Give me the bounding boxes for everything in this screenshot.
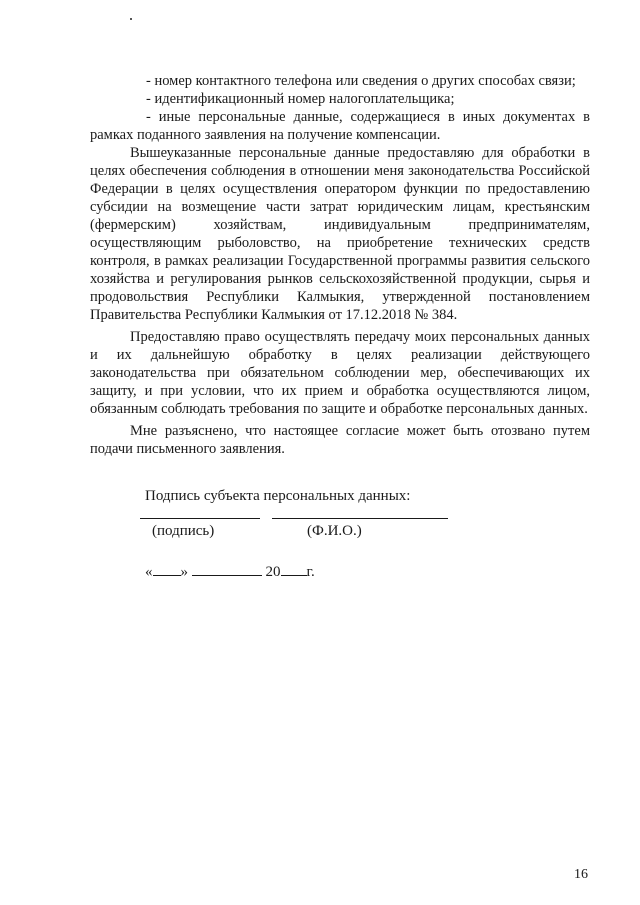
signature-line (140, 518, 260, 519)
date-close-quote: » (180, 564, 188, 580)
fio-caption: (Ф.И.О.) (307, 523, 362, 539)
signature-caption: (подпись) (152, 523, 215, 539)
paragraph-purpose: Вышеуказанные персональные данные предоставляю для обработки в целях обеспечения соблюдения в отношении меня законодательства Российской Федерации в целях осуществления оператором функции по предоставлению субсидии на возмещение части затрат юридическим лицам, крестьянским (фермерским) хозяйствам, индивидуальным предпринимателям, осуществляющим рыболовство, на приобретение технических средств контроля, в рамках реализации Государственной программы развития сельского хозяйства и регулирования рынков сельскохозяйственной продукции, сырья и продовольствия Республики Калмыкия, утвержденной постановлением Правительства Республики Калмыкия от 17.12.2018 № 384. (90, 145, 590, 323)
paragraph-transfer-right: Предоставляю право осуществлять передачу моих персональных данных и их дальнейшую обработку в целях реализации действующего законодательства при обязательном соблюдении мер, обеспечивающих их защиту, и при условии, что их прием и обработка осуществляются лицом, обязанным соблюдать требования по защите и обработке персональных данных. (90, 329, 590, 417)
date-line (145, 561, 315, 581)
page-number: 16 (574, 867, 588, 882)
list-item-other-data: - иные персональные данные, содержащиеся в иных документах в рамках поданного заявления на получение компенсации. (90, 109, 590, 143)
signature-title: Подпись субъекта персональных данных: (145, 488, 411, 504)
year-suffix: г. (306, 564, 315, 580)
year-prefix: 20 (265, 564, 281, 580)
day-blank (153, 561, 181, 576)
list-item-inn: - идентификационный номер налогоплательщика; (146, 91, 455, 107)
fio-line (272, 518, 448, 519)
paragraph-revocation: Мне разъяснено, что настоящее согласие может быть отозвано путем подачи письменного заявления. (90, 423, 590, 457)
date-open-quote: « (145, 564, 153, 580)
month-blank (192, 561, 262, 576)
year-blank (281, 561, 307, 576)
list-item-phone: - номер контактного телефона или сведения о других способах связи; (146, 73, 576, 89)
document-body (90, 72, 590, 458)
scan-mark (130, 18, 132, 20)
